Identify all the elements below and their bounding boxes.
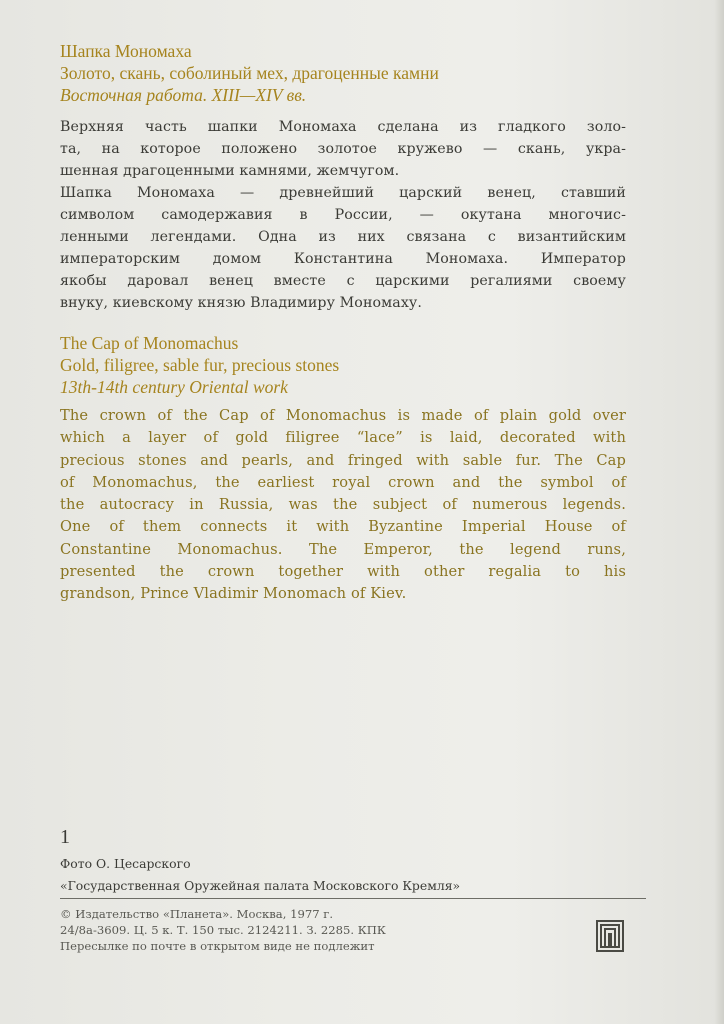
page-number: 1 (60, 826, 70, 848)
ru-line: символом самодержавия в России, — окутана многочис- (60, 207, 626, 223)
planeta-publisher-logo-icon (596, 920, 624, 952)
photo-credit: Фото О. Цесарского (60, 856, 191, 871)
publisher-imprint: © Издательство «Планета». Москва, 1977 г. (60, 907, 334, 921)
ru-description (60, 116, 626, 314)
ru-line: та, на которое положено золотое кружево — скань, укра- (60, 141, 626, 157)
en-line: One of them connects it with Byzantine Imperial House of (60, 518, 626, 536)
mail-note: Пересылке по почте в открытом виде не подлежит (60, 939, 375, 953)
collection-credit: «Государственная Оружейная палата Московского Кремля» (60, 878, 461, 893)
ru-line: якобы даровал венец вместе с царскими регалиями своему (60, 273, 626, 289)
en-origin: 13th-14th century Oriental work (60, 377, 288, 397)
en-line: precious stones and pearls, and fringed with sable fur. The Cap (60, 451, 626, 469)
ru-line: императорским домом Константина Мономаха. Император (60, 251, 626, 267)
en-line: grandson, Prince Vladimir Monomach of Kiev. (60, 585, 407, 603)
print-info: 24/8а-3609. Ц. 5 к. Т. 150 тыс. 2124211. З. 2285. КПК (60, 923, 386, 937)
ru-line: Шапка Мономаха — древнейший царский венец, ставший (60, 185, 626, 201)
en-materials: Gold, filigree, sable fur, precious stones (60, 355, 340, 375)
ru-origin: Восточная работа. XIII—XIV вв. (60, 85, 307, 105)
en-title: The Cap of Monomachus (60, 333, 239, 353)
en-line: presented the crown together with other regalia to his (60, 563, 626, 581)
en-line: which a layer of gold filigree “lace” is laid, decorated with (60, 429, 626, 447)
ru-line: Верхняя часть шапки Мономаха сделана из гладкого золо- (60, 119, 626, 135)
en-line: the autocracy in Russia, was the subject of numerous legends. (60, 496, 626, 514)
ru-line: внуку, киевскому князю Владимиру Мономаху. (60, 295, 422, 311)
en-line: of Monomachus, the earliest royal crown and the symbol of (60, 473, 626, 491)
en-line: The crown of the Cap of Monomachus is made of plain gold over (60, 407, 626, 424)
ru-title: Шапка Мономаха (60, 41, 192, 61)
ru-line: шенная драгоценными камнями, жемчугом. (60, 163, 400, 179)
footer-divider (60, 898, 646, 899)
ru-line: ленными легендами. Одна из них связана с византийским (60, 229, 626, 245)
en-description (60, 405, 626, 606)
en-line: Constantine Monomachus. The Emperor, the legend runs, (60, 540, 626, 558)
ru-materials: Золото, скань, соболиный мех, драгоценные камни (60, 63, 439, 83)
card-edge (714, 0, 724, 1024)
